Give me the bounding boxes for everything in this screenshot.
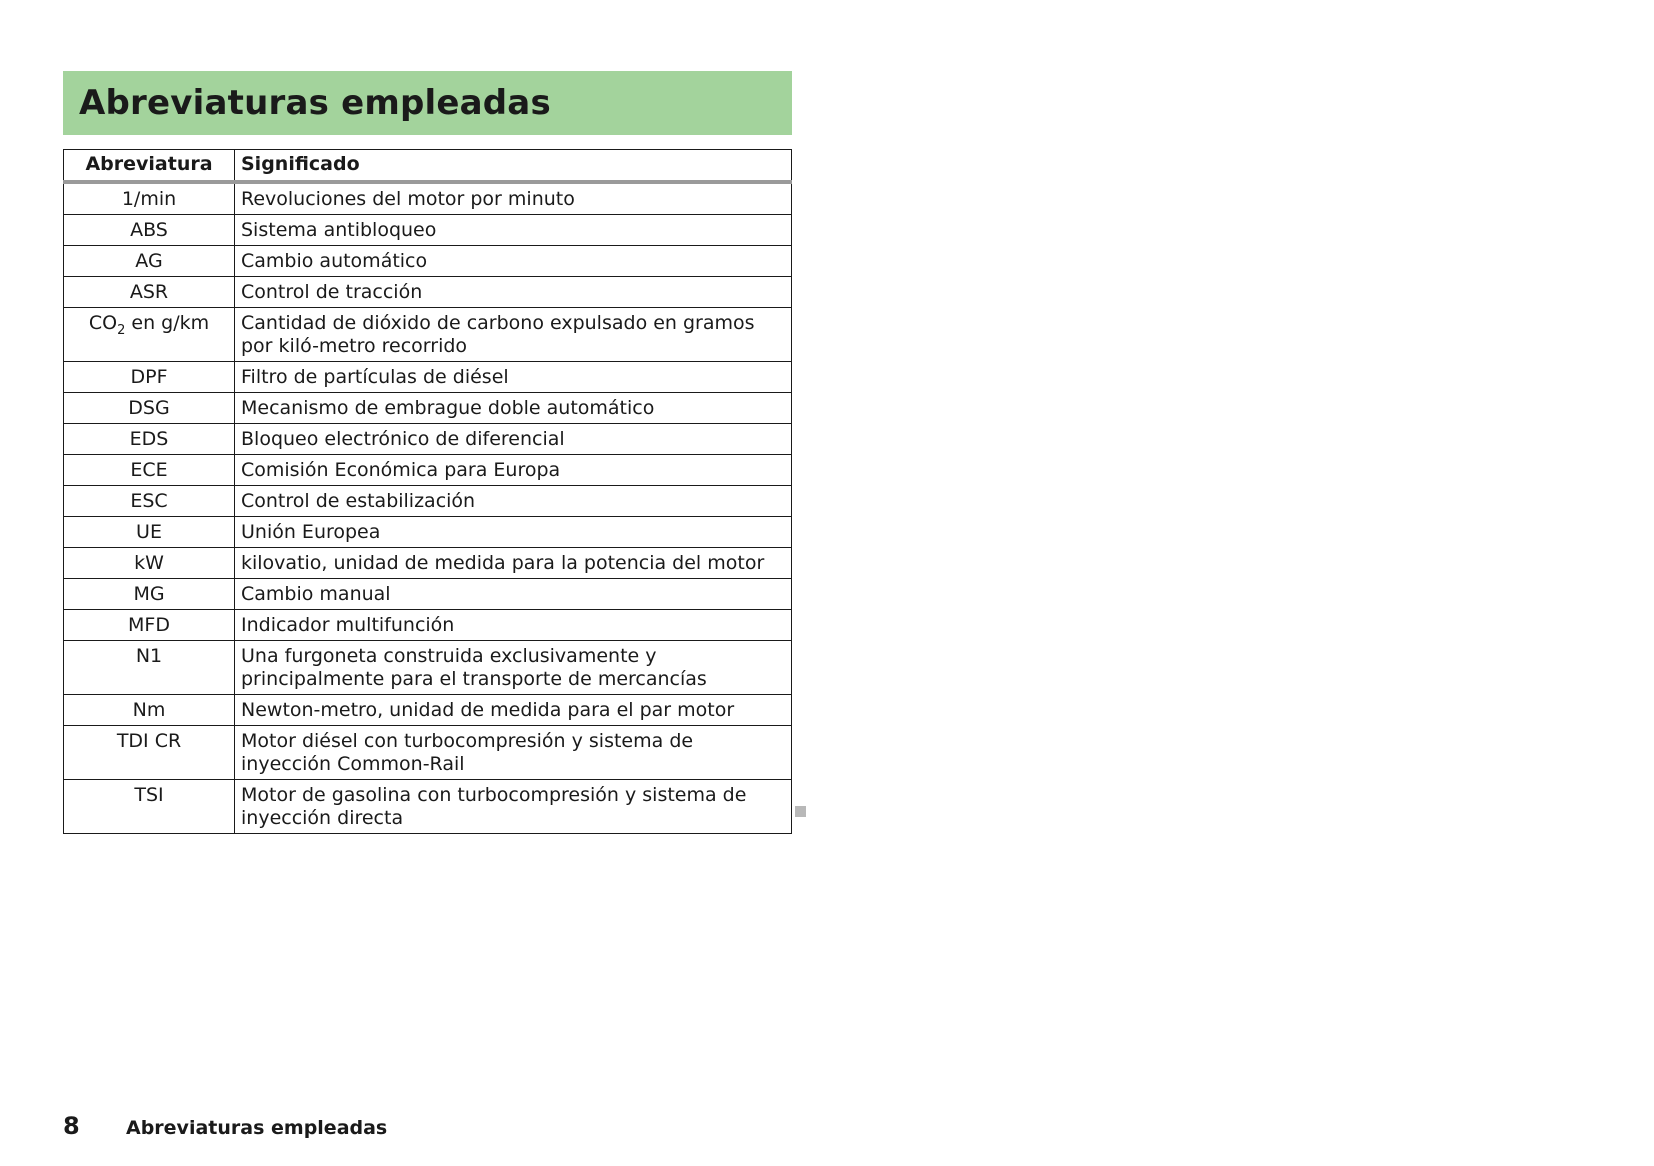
table-row xyxy=(64,547,792,578)
table-row xyxy=(64,423,792,454)
column-header-abbreviation: Abreviatura xyxy=(64,150,235,182)
abbreviation-cell: DSG xyxy=(64,392,235,423)
abbreviation-cell: AG xyxy=(64,245,235,276)
meaning-cell: Motor de gasolina con turbocompresión y sistema de inyección directa xyxy=(235,779,792,833)
table-row xyxy=(64,485,792,516)
table-row xyxy=(64,392,792,423)
abbreviation-cell: MG xyxy=(64,578,235,609)
section-title-bar xyxy=(63,71,792,135)
page-number: 8 xyxy=(63,1112,80,1140)
meaning-cell: Revoluciones del motor por minuto xyxy=(235,182,792,215)
abbreviation-cell: EDS xyxy=(64,423,235,454)
meaning-cell: Filtro de partículas de diésel xyxy=(235,361,792,392)
abbreviation-cell xyxy=(64,307,235,361)
meaning-cell: Comisión Económica para Europa xyxy=(235,454,792,485)
meaning-cell: Sistema antibloqueo xyxy=(235,214,792,245)
meaning-cell: Cantidad de dióxido de carbono expulsado en gramos por kiló-metro recorrido xyxy=(235,307,792,361)
abbreviation-cell: ESC xyxy=(64,485,235,516)
table-row xyxy=(64,214,792,245)
table-row xyxy=(64,779,792,833)
meaning-cell: Bloqueo electrónico de diferencial xyxy=(235,423,792,454)
footer-section-title: Abreviaturas empleadas xyxy=(126,1117,388,1139)
abbreviation-cell: ASR xyxy=(64,276,235,307)
table-row xyxy=(64,694,792,725)
abbreviation-cell: UE xyxy=(64,516,235,547)
meaning-cell: Control de estabilización xyxy=(235,485,792,516)
meaning-cell: kilovatio, unidad de medida para la potencia del motor xyxy=(235,547,792,578)
meaning-cell: Control de tracción xyxy=(235,276,792,307)
abbreviation-cell: TSI xyxy=(64,779,235,833)
meaning-cell: Cambio manual xyxy=(235,578,792,609)
abbreviation-cell: MFD xyxy=(64,609,235,640)
table-row xyxy=(64,609,792,640)
page-footer xyxy=(63,1112,387,1140)
table-row xyxy=(64,640,792,694)
meaning-cell: Unión Europea xyxy=(235,516,792,547)
abbreviation-cell: kW xyxy=(64,547,235,578)
abbreviation-cell: 1/min xyxy=(64,182,235,215)
table-header-row xyxy=(64,150,792,182)
abbreviation-main: CO xyxy=(88,311,118,334)
table-row xyxy=(64,276,792,307)
table-row xyxy=(64,361,792,392)
table-row xyxy=(64,516,792,547)
abbreviation-cell: ECE xyxy=(64,454,235,485)
section-end-marker xyxy=(795,806,806,817)
abbreviations-table xyxy=(63,149,792,834)
meaning-cell: Newton-metro, unidad de medida para el par motor xyxy=(235,694,792,725)
page-title: Abreviaturas empleadas xyxy=(79,83,551,123)
column-header-meaning: Significado xyxy=(235,150,792,182)
meaning-cell: Cambio automático xyxy=(235,245,792,276)
table-row xyxy=(64,182,792,215)
meaning-cell: Indicador multifunción xyxy=(235,609,792,640)
table-row xyxy=(64,578,792,609)
meaning-cell: Una furgoneta construida exclusivamente y principalmente para el transporte de mercancías xyxy=(235,640,792,694)
table-row xyxy=(64,245,792,276)
table-row xyxy=(64,307,792,361)
abbreviation-cell: ABS xyxy=(64,214,235,245)
abbreviation-cell: TDI CR xyxy=(64,725,235,779)
table-row xyxy=(64,725,792,779)
abbreviation-subscript: 2 xyxy=(117,322,126,338)
abbreviation-rest: en g/km xyxy=(125,311,210,334)
abbreviation-cell: Nm xyxy=(64,694,235,725)
table-row xyxy=(64,454,792,485)
meaning-cell: Mecanismo de embrague doble automático xyxy=(235,392,792,423)
meaning-cell: Motor diésel con turbocompresión y sistema de inyección Common-Rail xyxy=(235,725,792,779)
abbreviation-cell: N1 xyxy=(64,640,235,694)
abbreviation-cell: DPF xyxy=(64,361,235,392)
